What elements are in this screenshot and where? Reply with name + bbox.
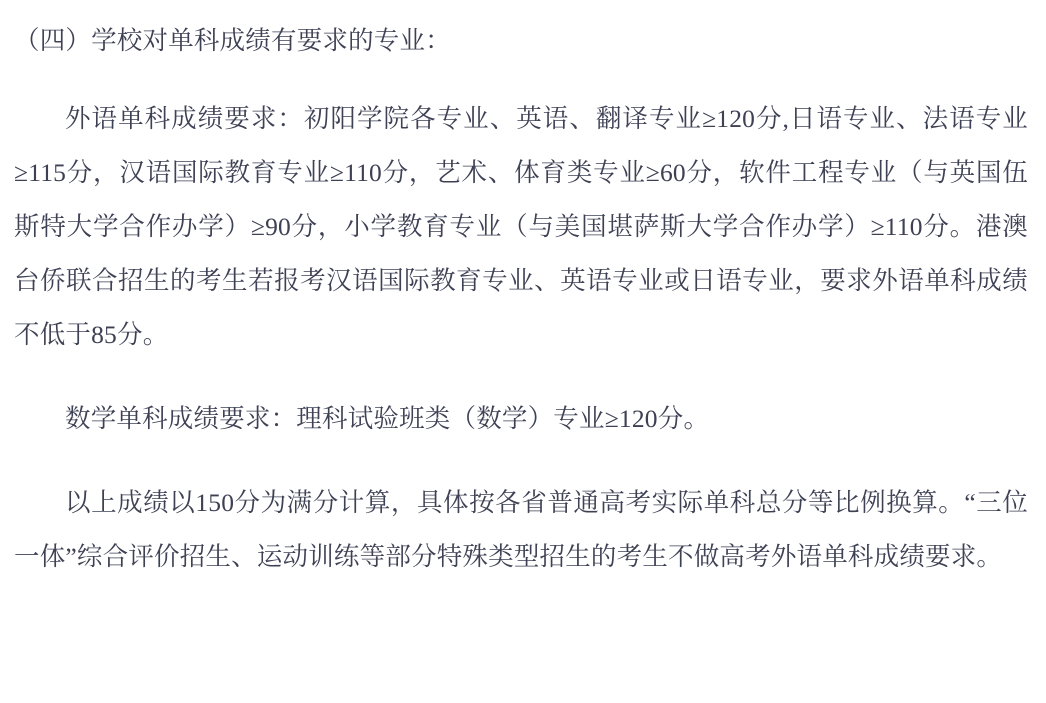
section-heading: （四）学校对单科成绩有要求的专业：: [14, 26, 451, 55]
paragraph-foreign-language-requirement: 外语单科成绩要求：初阳学院各专业、英语、翻译专业≥120分,日语专业、法语专业≥115分，汉语国际教育专业≥110分，艺术、体育类专业≥60分，软件工程专业（与英国伍斯特大学合作办学）≥90分，小学教育专业（与美国堪萨斯大学合作办学）≥110分。港澳台侨联合招生的考生若报考汉语国际教育专业、英语专业或日语专业，要求外语单科成绩不低于85分。: [14, 104, 1028, 349]
paragraph-math-requirement: 数学单科成绩要求：理科试验班类（数学）专业≥120分。: [65, 404, 710, 433]
paragraph-conversion-note: 以上成绩以150分为满分计算，具体按各省普通高考实际单科总分等比例换算。“三位一体”综合评价招生、运动训练等部分特殊类型招生的考生不做高考外语单科成绩要求。: [14, 488, 1028, 571]
